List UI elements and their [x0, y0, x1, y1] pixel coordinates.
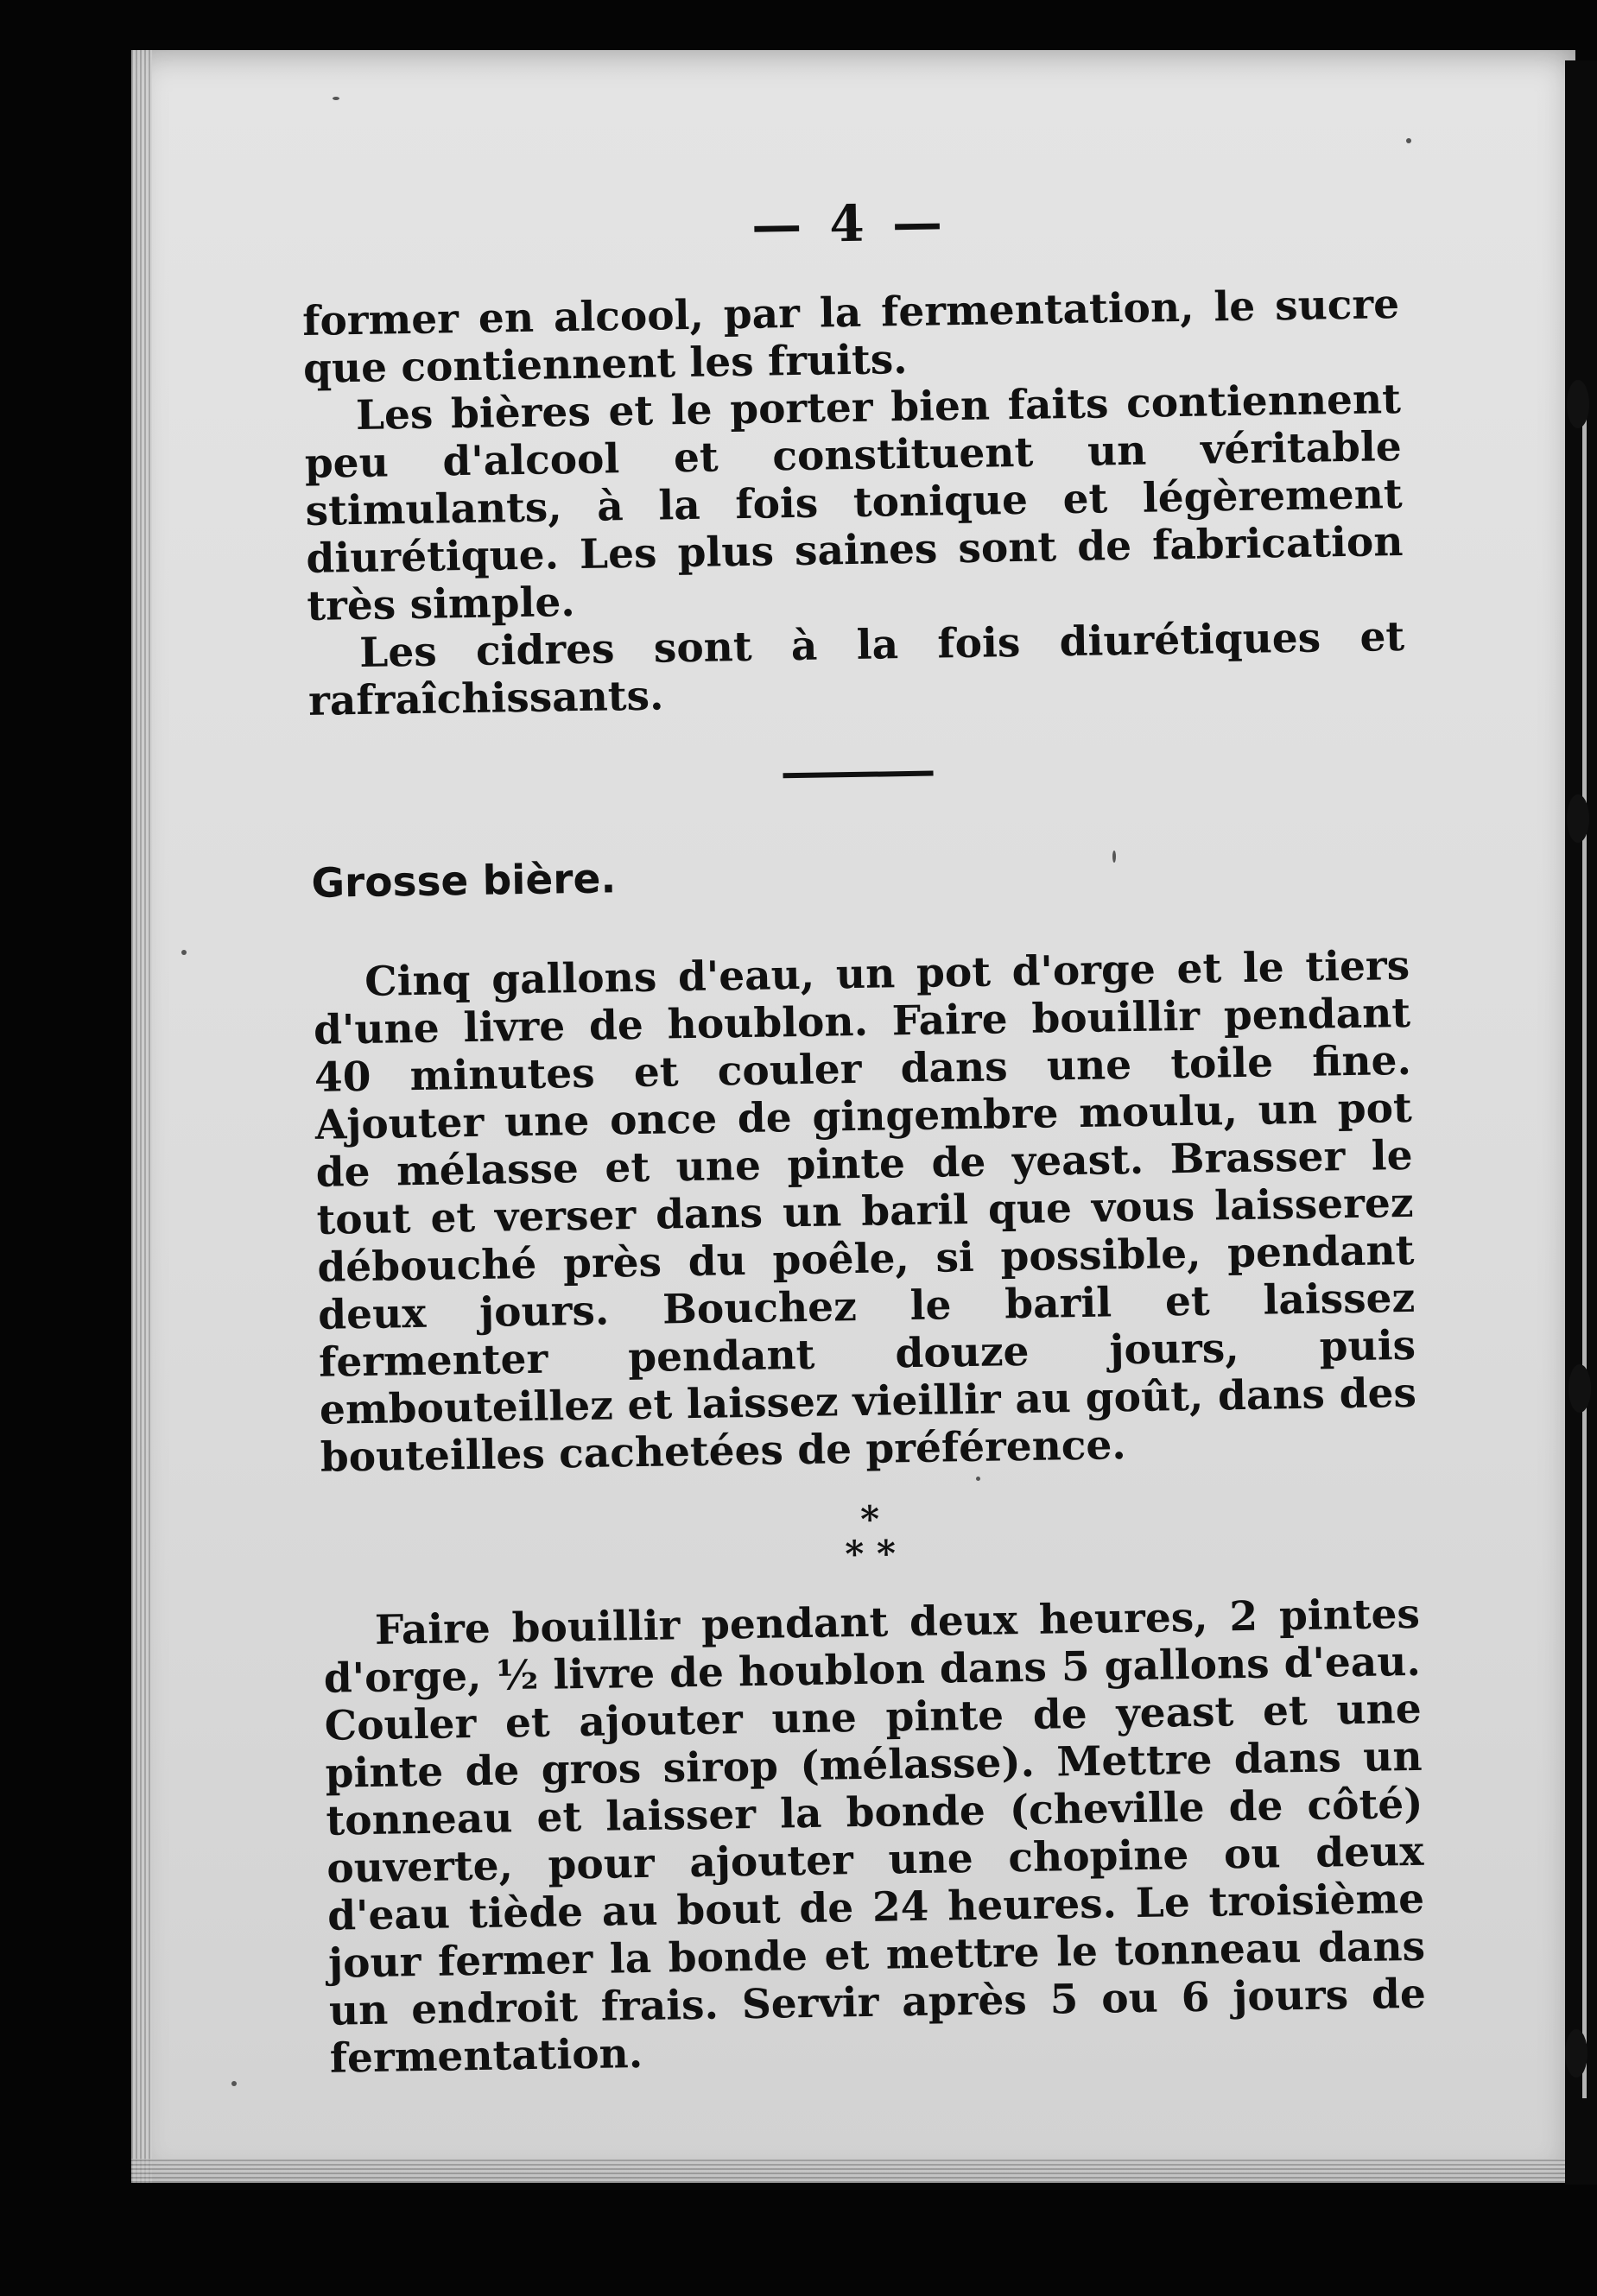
paper-speck	[1406, 138, 1411, 143]
text-body	[301, 186, 1427, 2083]
page-left-edge	[131, 50, 152, 2183]
asterism-divider	[321, 1494, 1419, 1580]
page-number: — 4 —	[751, 193, 948, 255]
paper-speck	[231, 2081, 237, 2086]
asterism-bottom: * *	[845, 1532, 897, 1576]
binding-strip	[1565, 60, 1597, 2185]
intro-paragraph: Les bières et le porter bien faits contiennent peu d'alcool et constituent un véritable stimulants, à la fois tonique et légèrement diurétique. Les plus saines sont de fabrication très simple.	[304, 375, 1404, 630]
section-divider	[783, 771, 934, 779]
recipe-paragraph: Cinq gallons d'eau, un pot d'orge et le tiers d'une livre de houblon. Faire bouillir pendant 40 minutes et couler dans une toile fine. Ajouter une once de gingembre moulu, un pot de mélasse et une pinte de yeast. Brasser le tout et verser dans un baril que vous laisserez débouché près du poêle, si possible, pendant deux jours. Bouchez le baril et laissez fermenter pendant douze jours, puis embouteillez et laissez vieillir au goût, dans des bouteilles cachetées de préférence.	[313, 941, 1417, 1482]
intro-paragraph: Les cidres sont à la fois diurétiques et rafraîchissants.	[307, 612, 1405, 725]
section-heading: Grosse bière.	[311, 855, 617, 908]
binding-stitch	[1567, 380, 1589, 428]
asterism-top: *	[859, 1497, 880, 1540]
binding-thread	[1582, 414, 1587, 2098]
paper-speck	[181, 950, 187, 955]
page-bottom-edge	[131, 2159, 1575, 2183]
recipe-paragraph: Faire bouillir pendant deux heures, 2 pintes d'orge, ½ livre de houblon dans 5 gallons d'eau. Couler et ajouter une pinte de yeast et une pinte de gros sirop (mélasse). Mettre dans un tonneau et laisser la bonde (cheville de côté) ouverte, pour ajouter une chopine ou deux d'eau tiède au bout de 24 heures. Le troisième jour fermer la bonde et mettre le tonneau dans un endroit frais. Servir après 5 ou 6 jours de fermentation.	[323, 1590, 1427, 2083]
binding-stitch	[1568, 1364, 1591, 1413]
binding-stitch	[1567, 794, 1589, 843]
paper-speck	[333, 97, 339, 100]
binding-stitch	[1565, 2029, 1587, 2078]
intro-paragraph: former en alcool, par la fermentation, le sucre que contiennent les fruits.	[301, 281, 1400, 393]
